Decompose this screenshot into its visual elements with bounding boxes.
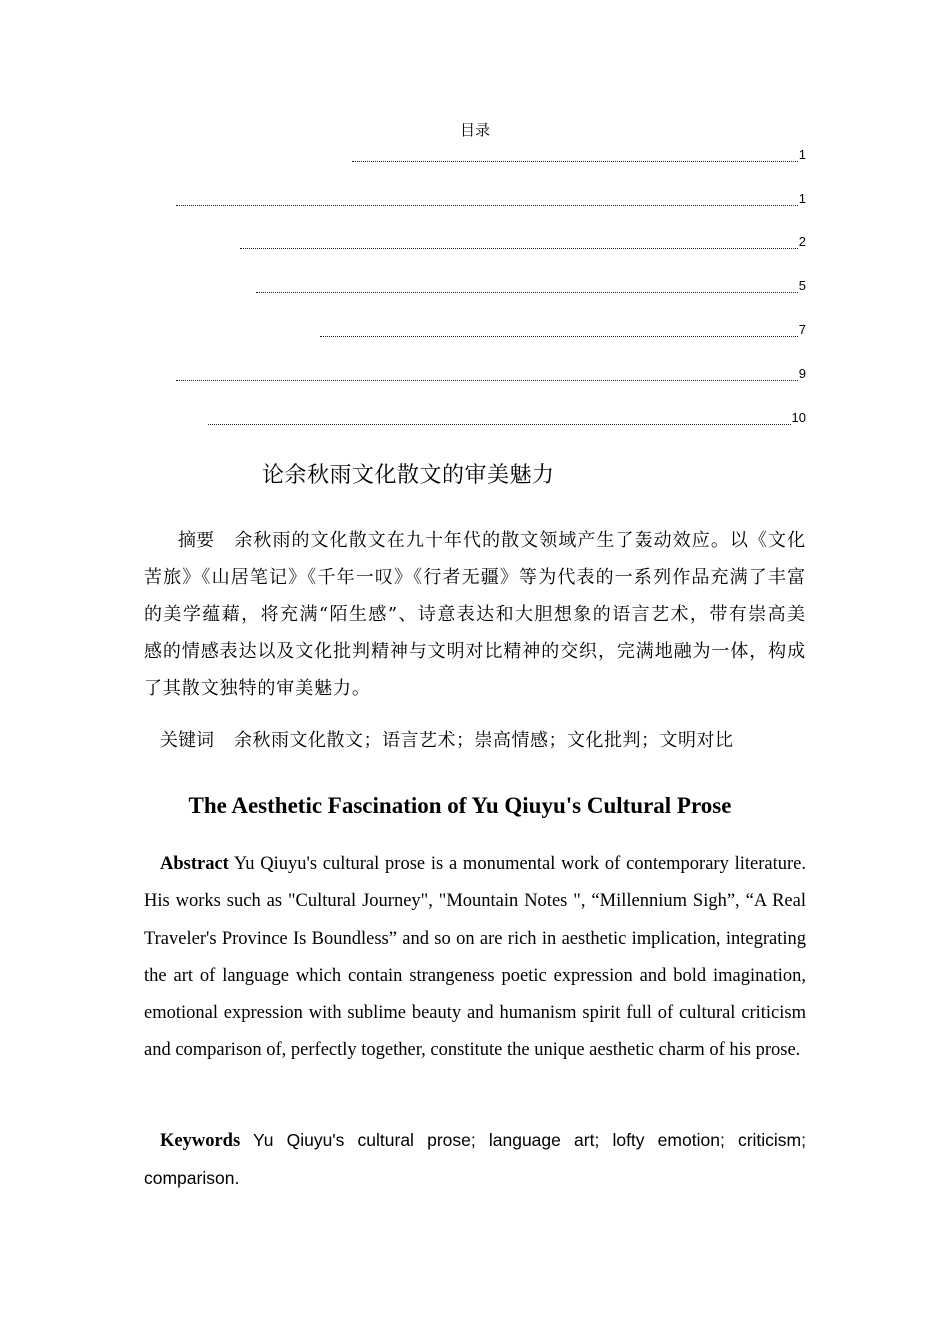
toc-title: 目录 (459, 121, 490, 139)
toc-entry[interactable] (352, 146, 806, 162)
chinese-title: 论余秋雨文化散文的审美魅力 (262, 463, 555, 488)
toc-page-number: 1 (798, 147, 806, 162)
english-abstract-text: Yu Qiuyu's cultural prose is a monumental work of contemporary literature. His works such as "Cultural Journey", "Mountain Notes ", “Millennium Sigh”, “A Real Traveler's Province Is Boundless” and so on are rich in aesthetic implication, integrating the art of language which contain strangeness poetic expression and bold imagination, emotional expression with sublime beauty and humanism spirit full of cultural criticism and comparison of, perfectly together, constitute the unique aesthetic charm of his prose. (144, 854, 806, 1061)
chinese-keywords-text: 余秋雨文化散文；语言艺术；崇高情感；文化批判；文明对比 (234, 730, 734, 751)
toc-leader-dots (208, 414, 791, 425)
toc-leader-dots (320, 326, 798, 337)
toc-entry[interactable] (240, 233, 806, 249)
chinese-keywords-label: 关键词 (160, 730, 214, 751)
toc-leader-dots (256, 282, 798, 293)
english-title: The Aesthetic Fascination of Yu Qiuyu's Cultural Prose (188, 793, 732, 818)
chinese-abstract-text: 余秋雨的文化散文在九十年代的散文领域产生了轰动效应。以《文化苦旅》《山居笔记》《千年一叹》《行者无疆》等为代表的一系列作品充满了丰富的美学蕴藉，将充满“陌生感”、诗意表达和大胆想象的语言艺术，带有崇高美感的情感表达以及文化批判精神与文明对比精神的交织，完满地融为一体，构成了其散文独特的审美魅力。 (144, 530, 807, 699)
toc-page-number: 10 (791, 410, 806, 425)
english-keywords-label: Keywords (160, 1131, 241, 1151)
toc-page-number: 9 (798, 366, 806, 381)
toc-entry[interactable] (320, 321, 806, 337)
toc-page-number: 5 (798, 278, 806, 293)
toc-leader-dots (176, 370, 798, 381)
english-abstract-label: Abstract (160, 854, 229, 874)
english-keywords (144, 1122, 806, 1197)
toc-entry[interactable] (208, 409, 806, 425)
chinese-abstract-label: 摘要 (178, 530, 215, 551)
toc-entry[interactable] (256, 277, 806, 293)
chinese-abstract (144, 522, 806, 707)
english-abstract (144, 846, 806, 1070)
english-keywords-text: Yu Qiuyu's cultural prose; language art; lofty emotion; criticism; comparison. (144, 1130, 806, 1188)
toc-entry[interactable] (176, 365, 806, 381)
toc-leader-dots (176, 195, 798, 206)
toc-leader-dots (352, 151, 798, 162)
toc-entry[interactable] (176, 190, 806, 206)
toc-page-number: 2 (798, 234, 806, 249)
toc-page-number: 7 (798, 322, 806, 337)
toc-page-number: 1 (798, 191, 806, 206)
toc-leader-dots (240, 238, 798, 249)
chinese-keywords (160, 728, 734, 754)
